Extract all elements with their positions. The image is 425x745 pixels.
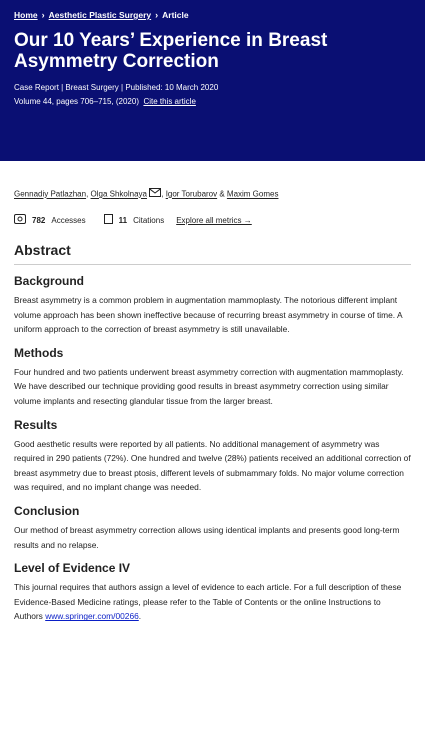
page-title: Our 10 Years’ Experience in Breast Asymmetry Correction (14, 30, 328, 72)
evidence-end: . (138, 611, 142, 622)
breadcrumb-journal[interactable]: Aesthetic Plastic Surgery (48, 10, 152, 20)
chevron-right-icon: › (41, 10, 45, 20)
chevron-right-icon: › (155, 10, 159, 20)
section-heading: Results (14, 417, 58, 432)
author-link[interactable]: Maxim Gomes (226, 189, 279, 199)
abstract-section-evidence (0, 561, 425, 624)
section-text: Our method of breast asymmetry correction allows using identical implants and presents good long-term results and no relapse. (14, 524, 400, 550)
breadcrumb (14, 10, 411, 20)
section-text (14, 580, 411, 624)
abstract-section-results (0, 418, 425, 495)
article-header (0, 0, 425, 161)
section-text: Breast asymmetry is a common problem in augmentation mammoplasty. The notorious different implant volume approach has been shown ineffective because of recurring breast asymmetry in course of time. A uniform approach to the correction of breast asymmetry is still unavailable. (14, 295, 403, 335)
section-text: Four hundred and two patients underwent breast asymmetry correction with augmentation mammoplasty. We have described our technique providing good results in breast asymmetry correction using similar volume implants and resecting glandular tissue from the larger breast. (14, 366, 404, 406)
breadcrumb-home[interactable]: Home (14, 10, 38, 20)
cite-article-link[interactable]: Cite this article (143, 97, 196, 106)
explore-metrics-link[interactable]: Explore all metrics → (176, 215, 252, 225)
article-type-line: Case Report | Breast Surgery | Published: 10 March 2020 (14, 83, 219, 92)
springer-link[interactable]: www.springer.com/00266 (45, 611, 139, 622)
breadcrumb-current: Article (162, 10, 189, 20)
accesses-label: Accesses (51, 215, 86, 225)
citations-count: 11 (118, 215, 128, 225)
section-heading: Level of Evidence IV (14, 561, 131, 576)
abstract-section-conclusion (0, 504, 425, 552)
abstract-section-methods (0, 346, 425, 409)
citations-icon (104, 214, 113, 226)
citations-label: Citations (133, 215, 165, 225)
email-icon[interactable] (149, 188, 161, 201)
author-link[interactable]: Igor Torubarov (165, 189, 218, 199)
volume-line (14, 95, 411, 109)
author-link[interactable]: Gennadiy Patlazhan (14, 189, 87, 199)
abstract-heading: Abstract (14, 242, 411, 265)
article-meta (14, 81, 411, 109)
author-list: Gennadiy Patlazhan, Olga Shkolnaya , Igor Torubarov & Maxim Gomes (0, 161, 425, 201)
accesses-icon (14, 214, 26, 226)
section-heading: Conclusion (14, 503, 80, 518)
author-link[interactable]: Olga Shkolnaya (90, 189, 147, 199)
volume-pages: Volume 44, pages 706–715, (2020) (14, 97, 139, 106)
section-text: Good aesthetic results were reported by all patients. No additional management of asymmetry was required in 290 patients (72%). One hundred and twelve (28%) patients received an additional correction of breast asymmetry due to breast ptosis, different levels of submammary folds. No major volume correction was required, and no implant change was needed. (14, 438, 411, 493)
accesses-count: 782 (32, 215, 46, 225)
abstract-section-background (0, 274, 425, 337)
article-metrics (0, 201, 425, 226)
section-heading: Background (14, 274, 85, 288)
section-heading: Methods (14, 345, 64, 360)
evidence-text: This journal requires that authors assign a level of evidence to each article. For a full description of these Evidence-Based Medicine ratings, please refer to the Table of Contents or the online Instructions to Authors (14, 582, 402, 622)
